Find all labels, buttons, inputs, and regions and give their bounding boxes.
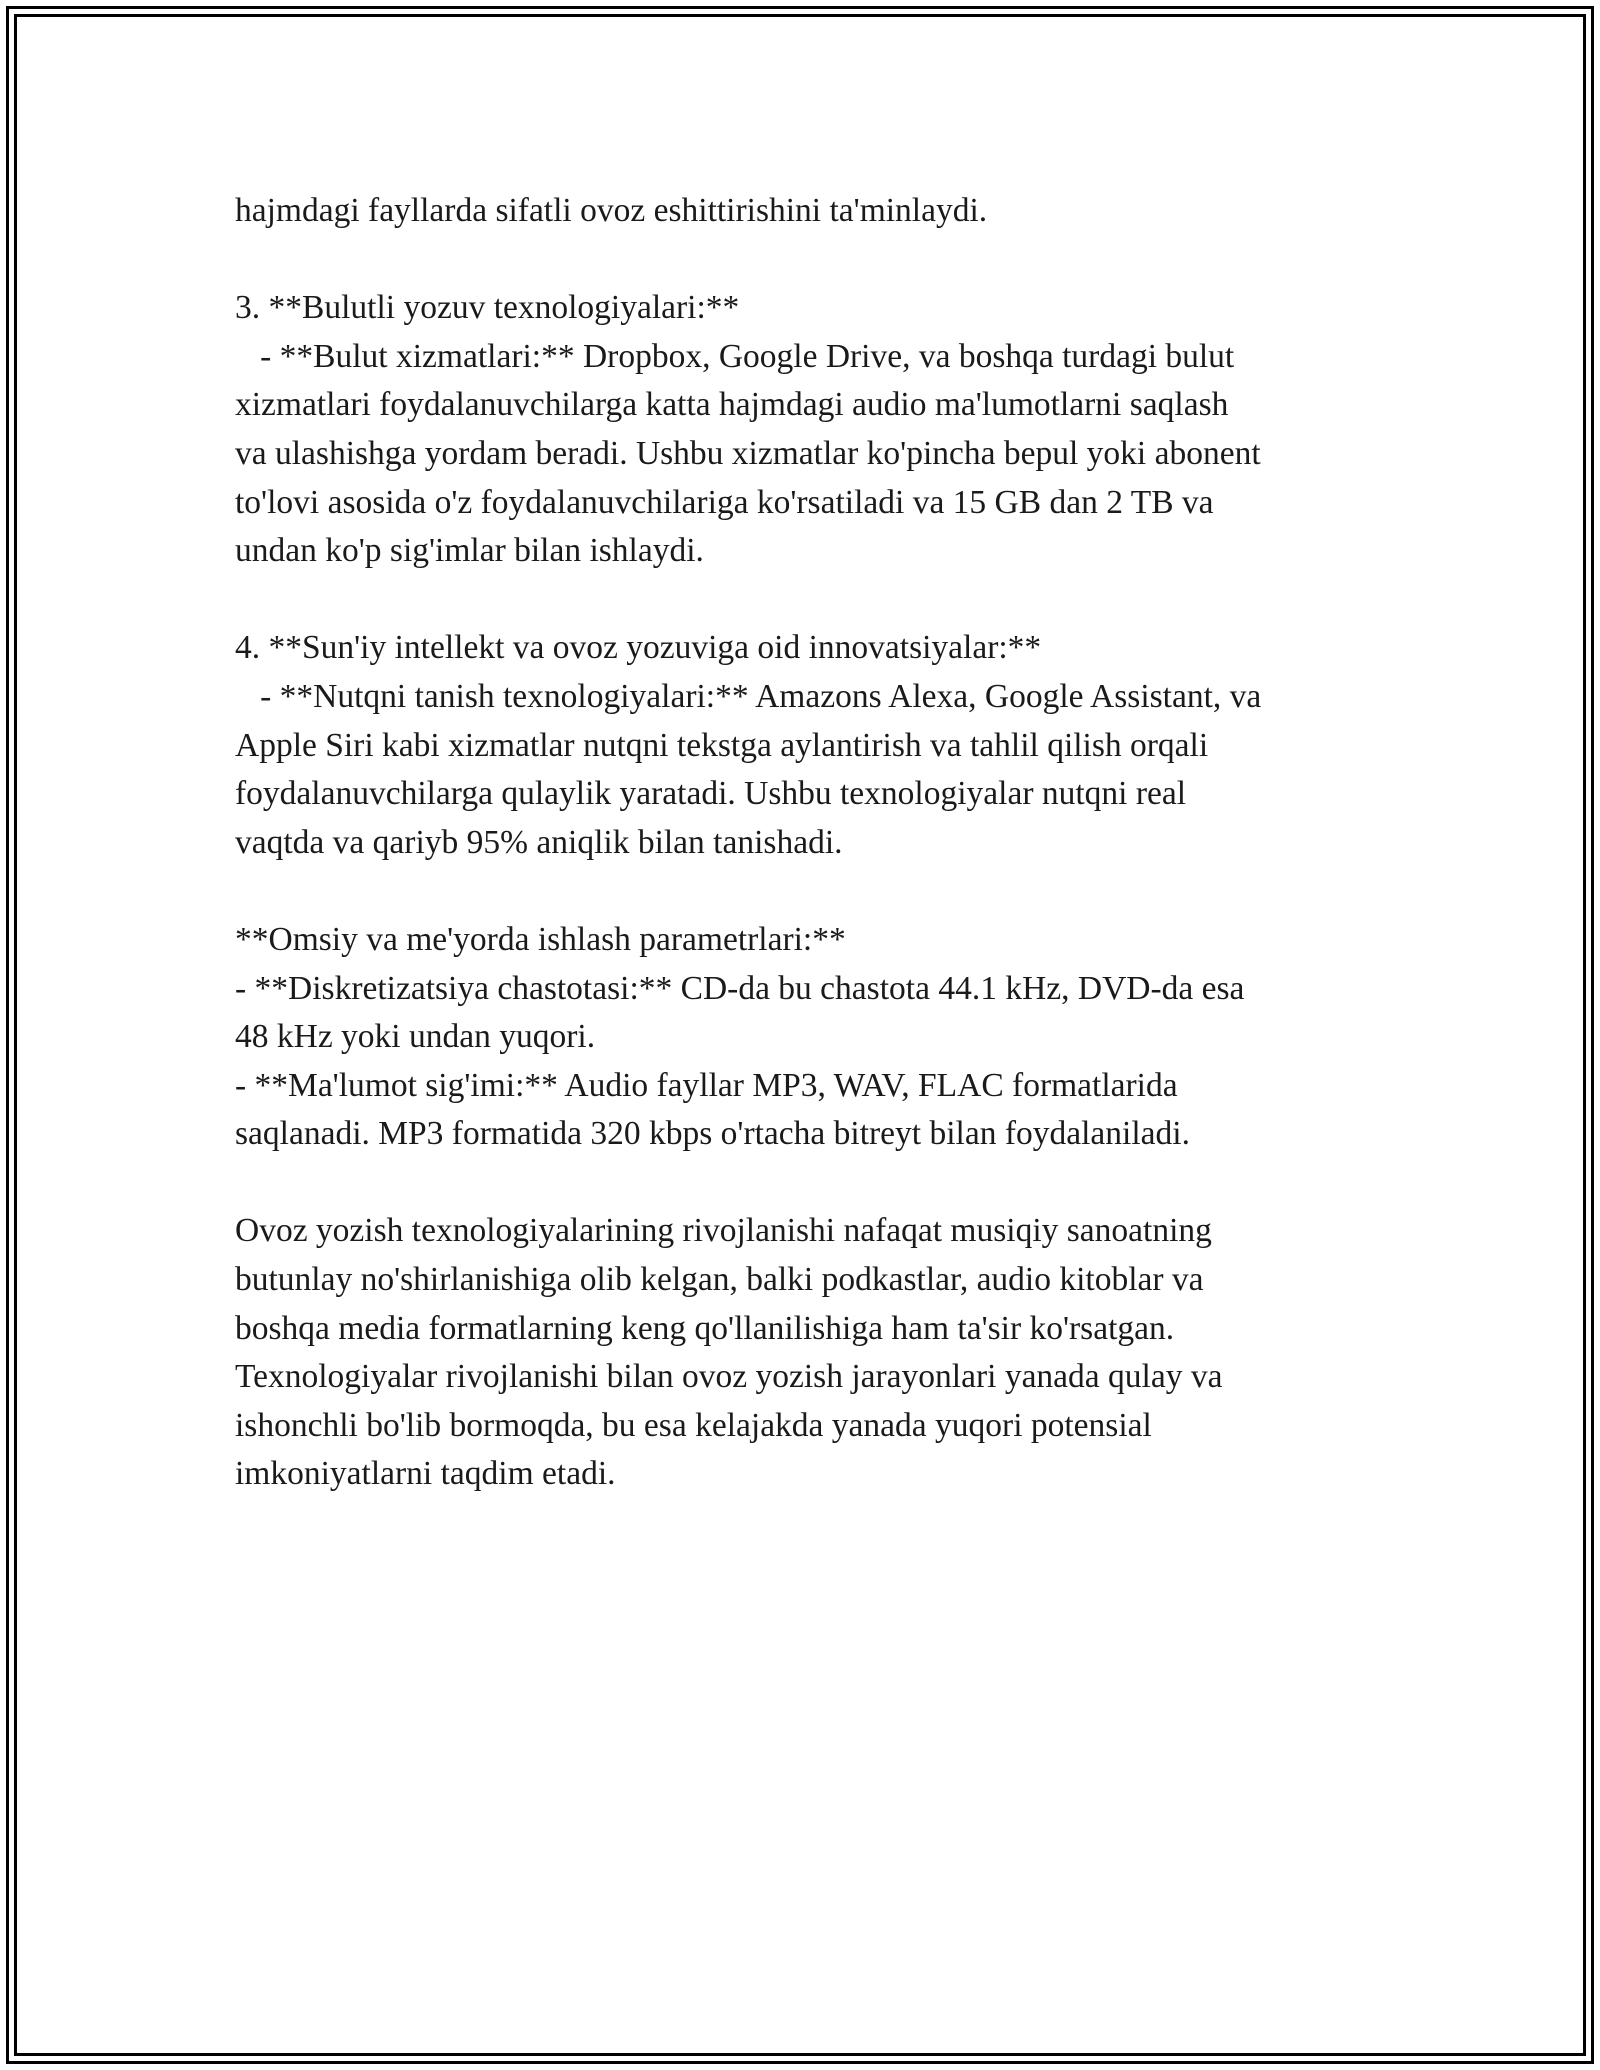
section-heading: 3. **Bulutli yozuv texnologiyalari:** xyxy=(235,289,740,327)
document-body xyxy=(235,187,1405,1499)
section-heading: 4. **Sun'iy intellekt va ovoz yozuviga oid innovatsiyalar:** xyxy=(235,629,1042,667)
text-line: undan ko'p sig'imlar bilan ishlaydi. xyxy=(235,532,704,570)
text-line: - **Nutqni tanish texnologiyalari:** Amazons Alexa, Google Assistant, va xyxy=(235,677,1262,715)
text-line: 48 kHz yoki undan yuqori. xyxy=(235,1018,596,1056)
paragraph-gap xyxy=(235,1159,1405,1208)
text-line: ishonchli bo'lib bormoqda, bu esa kelajakda yanada yuqori potensial xyxy=(235,1406,1152,1444)
text-line: to'lovi asosida o'z foydalanuvchilariga ko'rsatiladi va 15 GB dan 2 TB va xyxy=(235,483,1214,521)
section-heading: **Omsiy va me'yorda ishlash parametrlari:** xyxy=(235,920,846,958)
text-line: foydalanuvchilarga qulaylik yaratadi. Ushbu texnologiyalar nutqni real xyxy=(235,775,1187,813)
text-line: va ulashishga yordam beradi. Ushbu xizmatlar ko'pincha bepul yoki abonent xyxy=(235,434,1261,472)
text-line: butunlay no'shirlanishiga olib kelgan, balki podkastlar, audio kitoblar va xyxy=(235,1261,1204,1299)
text-line: Apple Siri kabi xizmatlar nutqni tekstga aylantirish va tahlil qilish orqali xyxy=(235,726,1209,764)
text-line: saqlanadi. MP3 formatida 320 kbps o'rtacha bitreyt bilan foydalaniladi. xyxy=(235,1115,1190,1153)
paragraph-gap xyxy=(235,236,1405,285)
text-line: xizmatlari foydalanuvchilarga katta hajmdagi audio ma'lumotlarni saqlash xyxy=(235,386,1229,424)
text-line: imkoniyatlarni taqdim etadi. xyxy=(235,1455,616,1493)
text-line: boshqa media formatlarning keng qo'llanilishiga ham ta'sir ko'rsatgan. xyxy=(235,1309,1175,1347)
text-line: - **Bulut xizmatlari:** Dropbox, Google Drive, va boshqa turdagi bulut xyxy=(235,337,1235,375)
text-line: - **Diskretizatsiya chastotasi:** CD-da bu chastota 44.1 kHz, DVD-da esa xyxy=(235,969,1245,1007)
paragraph-gap xyxy=(235,576,1405,625)
text-line: hajmdagi fayllarda sifatli ovoz eshittirishini ta'minlaydi. xyxy=(235,192,988,229)
text-line: vaqtda va qariyb 95% aniqlik bilan tanishadi. xyxy=(235,823,843,861)
text-line: Texnologiyalar rivojlanishi bilan ovoz yozish jarayonlari yanada qulay va xyxy=(235,1358,1223,1396)
text-line: - **Ma'lumot sig'imi:** Audio fayllar MP3, WAV, FLAC formatlarida xyxy=(235,1066,1178,1104)
paragraph-gap xyxy=(235,867,1405,916)
text-line: Ovoz yozish texnologiyalarining rivojlanishi nafaqat musiqiy sanoatning xyxy=(235,1212,1212,1250)
